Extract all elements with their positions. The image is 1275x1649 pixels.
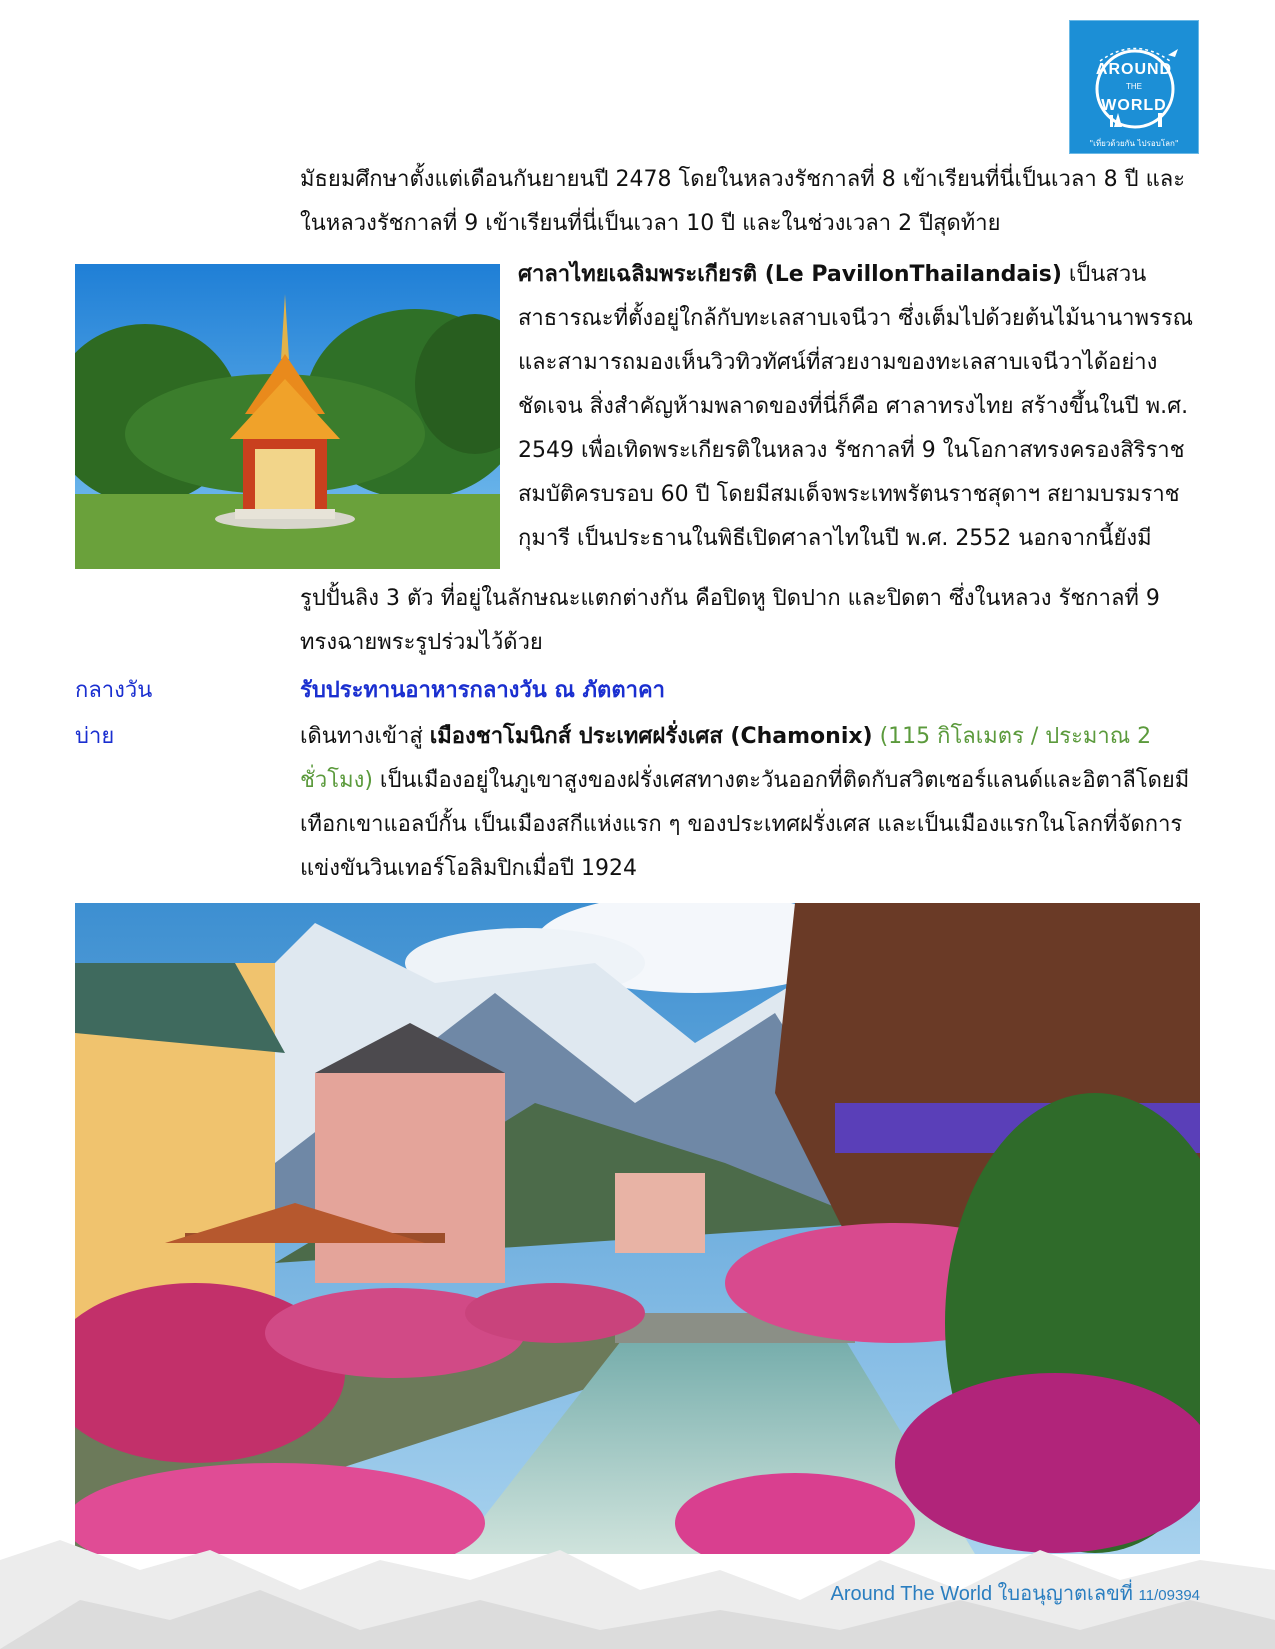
afternoon-paragraph (300, 715, 1200, 891)
pavilion-description: เป็นสวนสาธารณะที่ตั้งอยู่ใกล้กับทะเลสาบเจนีวา ซึ่งเต็มไปด้วยต้นไม้นานาพรรณ และสามารถมองเห็นวิวทิวทัศน์ที่สวยงามของทะเลสาบเจนีวาได้อย่างชัดเจน สิ่งสำคัญห้ามพลาดของที่นี่ก็คือ ศาลาทรงไทย สร้างขึ้นในปี พ.ศ. 2549 เพื่อเทิดพระเกียรติในหลวง รัชกาลที่ 9 ในโอกาสทรงครองสิริราชสมบัติครบรอบ 60 ปี โดยมีสมเด็จพระเทพรัตนราชสุดาฯ สยามบรมราชกุมารี เป็นประธานในพิธีเปิดศาลาไทในปี พ.ศ. 2552 นอกจากนี้ยังมี (518, 262, 1194, 551)
footer-license-number: 11/09394 (1138, 1587, 1200, 1604)
chamonix-description: เป็นเมืองอยู่ในภูเขาสูงของฝรั่งเศสทางตะวันออกที่ติดกับสวิตเซอร์แลนด์และอิตาลีโดยมีเทือกเขาแอลป์กั้น เป็นเมืองสกีแห่งแรก ๆ ของประเทศฝรั่งเศส และเป็นเมืองแรกในโลกที่จัดการแข่งขันวินเทอร์โอลิมปิกเมื่อปี 1924 (300, 768, 1190, 881)
logo-word-around: AROUND (1095, 61, 1173, 78)
afternoon-lead: เดินทางเข้าสู่ (300, 724, 430, 749)
logo-word-world: WORLD (1101, 97, 1167, 114)
footer-brand: Around The World (830, 1583, 993, 1605)
company-logo (1069, 20, 1199, 154)
logo-tagline: "เที่ยวด้วยกัน ไปรอบโลก" (1089, 139, 1179, 148)
thai-pavilion-photo (75, 264, 500, 569)
pavilion-paragraph-continued: รูปปั้นลิง 3 ตัว ที่อยู่ในลักษณะแตกต่างกัน คือปิดหู ปิดปาก และปิดตา ซึ่งในหลวง รัชกาลที่ 9 ทรงฉายพระรูปร่วมไว้ด้วย (300, 586, 1160, 655)
afternoon-label: บ่าย (75, 724, 115, 749)
pavilion-paragraph (518, 253, 1200, 561)
intro-paragraph: มัธยมศึกษาตั้งแต่เดือนกันยายนปี 2478 โดยในหลวงรัชกาลที่ 8 เข้าเรียนที่นี่เป็นเวลา 8 ปี และในหลวงรัชกาลที่ 9 เข้าเรียนที่นี่เป็นเวลา 10 ปี และในช่วงเวลา 2 ปีสุดท้าย (300, 167, 1186, 236)
lunch-text: รับประทานอาหารกลางวัน ณ ภัตตาคา (300, 678, 666, 703)
footer-license-label: ใบอนุญาตเลขที่ (992, 1583, 1139, 1605)
chamonix-town-photo (75, 903, 1200, 1554)
chamonix-highlight: เมืองชาโมนิกส์ ประเทศฝรั่งเศส (Chamonix) (429, 724, 873, 749)
pavilion-title: ศาลาไทยเฉลิมพระเกียรติ (Le PavillonThailandais) (518, 262, 1062, 287)
footer-license (831, 1577, 1201, 1609)
lunch-label: กลางวัน (75, 678, 153, 703)
logo-word-the: THE (1126, 82, 1142, 91)
travel-distance: (115 กิโลเมตร / ประมาณ 2 ชั่วโมง) (300, 724, 1152, 793)
